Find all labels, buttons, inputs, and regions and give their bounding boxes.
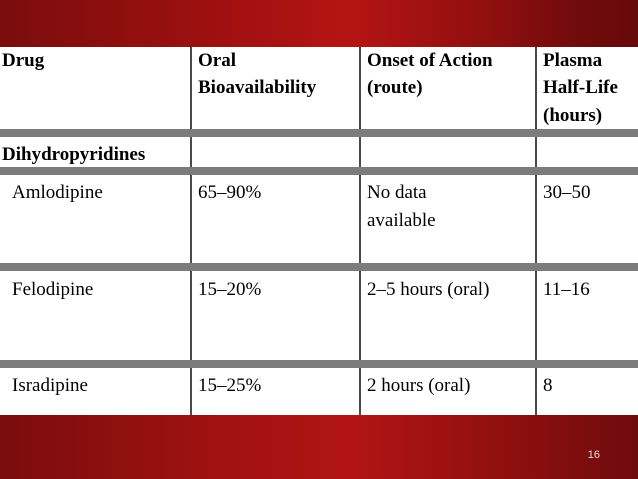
drug-table	[0, 47, 638, 415]
row-oral: 65–90%	[198, 182, 262, 203]
group-label: Dihydropyridines	[2, 144, 146, 165]
header-half-line2: Half-Life	[543, 77, 618, 98]
bottom-banner	[0, 415, 638, 479]
header-drug: Drug	[2, 50, 45, 71]
header-onset-line2: (route)	[367, 77, 423, 98]
row-onset-line1: 2 hours (oral)	[367, 375, 471, 396]
header-half-line1: Plasma	[543, 50, 603, 71]
row-drug: Felodipine	[12, 279, 94, 300]
row-half-life: 30–50	[543, 182, 591, 203]
row-onset-line2: available	[367, 210, 436, 231]
row-separator	[0, 263, 638, 271]
row-drug: Isradipine	[12, 375, 88, 396]
row-separator	[0, 129, 638, 137]
header-oral-line1: Oral	[198, 50, 236, 71]
top-banner	[0, 0, 638, 47]
header-half-line3: (hours)	[543, 105, 603, 126]
row-separator	[0, 360, 638, 368]
row-half-life: 8	[543, 375, 553, 396]
row-separator	[0, 167, 638, 175]
row-onset-line1: 2–5 hours (oral)	[367, 279, 490, 300]
row-half-life: 11–16	[543, 279, 590, 300]
slide-page-number: 16	[587, 449, 600, 461]
row-oral: 15–25%	[198, 375, 262, 396]
row-onset-line1: No data	[367, 182, 427, 203]
row-drug: Amlodipine	[12, 182, 103, 203]
row-oral: 15–20%	[198, 279, 262, 300]
header-onset-line1: Onset of Action	[367, 50, 493, 71]
header-oral-line2: Bioavailability	[198, 77, 317, 98]
